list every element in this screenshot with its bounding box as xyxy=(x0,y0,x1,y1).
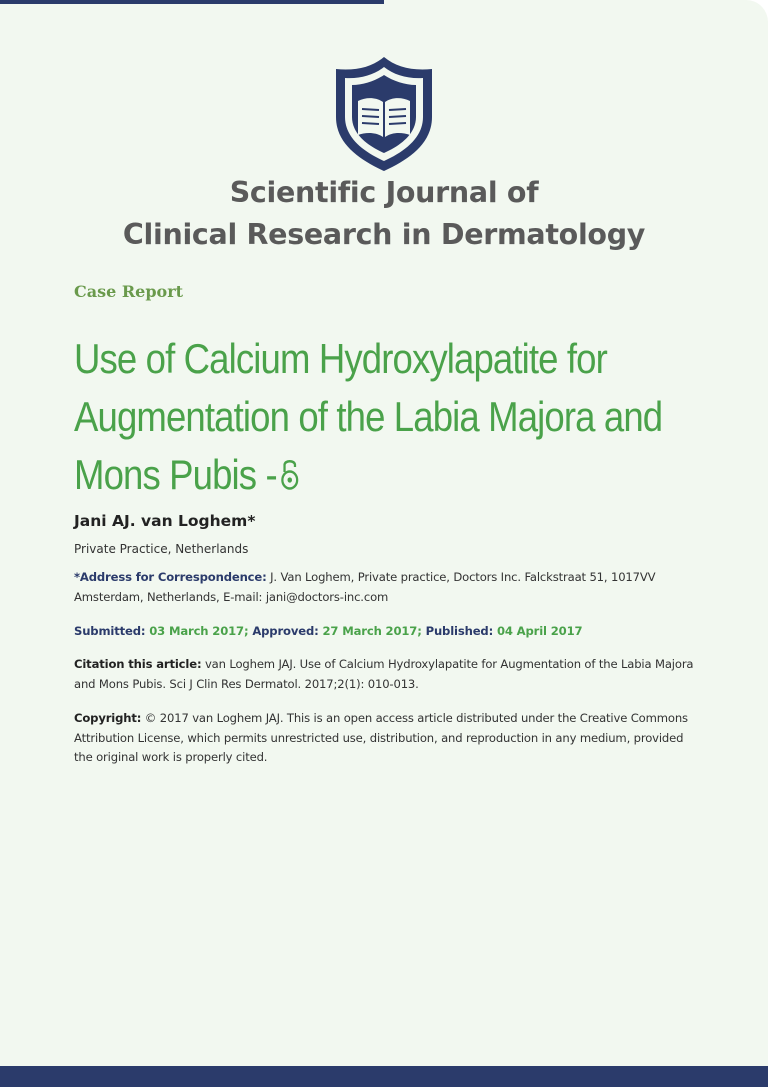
article-title xyxy=(74,330,666,504)
journal-title-line1: Scientific Journal of xyxy=(229,176,539,209)
article-title-line2: Augmentation of the Labia Majora and xyxy=(74,393,663,440)
copyright xyxy=(74,709,704,768)
approved-label: Approved: xyxy=(248,624,319,638)
approved-date: 27 March 2017; xyxy=(318,624,422,638)
published-label: Published: xyxy=(421,624,494,638)
top-accent-bar xyxy=(0,0,384,4)
open-lock-icon xyxy=(280,457,299,491)
correspondence xyxy=(74,568,704,607)
copyright-label: Copyright: xyxy=(74,711,142,725)
journal-title xyxy=(0,172,768,256)
article-dates xyxy=(74,622,704,642)
article-title-line1: Use of Calcium Hydroxylapatite for xyxy=(74,335,607,382)
correspondence-label: *Address for Correspondence: xyxy=(74,570,267,584)
submitted-label: Submitted: xyxy=(74,624,146,638)
journal-title-line2: Clinical Research in Dermatology xyxy=(122,218,646,251)
article-type: Case Report xyxy=(74,282,184,301)
citation xyxy=(74,655,704,694)
published-date: 04 April 2017 xyxy=(493,624,583,638)
article-title-line3: Mons Pubis - xyxy=(74,451,277,498)
copyright-text: © 2017 van Loghem JAJ. This is an open access article distributed under the Creative Commons Attribution License, which permits unrestricted use, distribution, and reproduction in any medium, provided the original work is properly cited. xyxy=(74,711,688,764)
bottom-accent-bar xyxy=(0,1066,768,1087)
author-affiliation: Private Practice, Netherlands xyxy=(74,542,249,556)
article-title-line3-wrap xyxy=(74,446,666,504)
correspondence-text: J. Van Loghem, Private practice, Doctors Inc. Falckstraat 51, 1017VV Amsterdam, Netherlands, E-mail: jani@doctors-inc.com xyxy=(74,570,656,604)
citation-label: Citation this article: xyxy=(74,657,202,671)
shield-open-book-icon xyxy=(334,55,434,173)
submitted-date: 03 March 2017; xyxy=(145,624,249,638)
citation-text: van Loghem JAJ. Use of Calcium Hydroxylapatite for Augmentation of the Labia Majora and Mons Pubis. Sci J Clin Res Dermatol. 2017;2(1): 010-013. xyxy=(74,657,694,691)
author-name: Jani AJ. van Loghem* xyxy=(74,512,256,530)
